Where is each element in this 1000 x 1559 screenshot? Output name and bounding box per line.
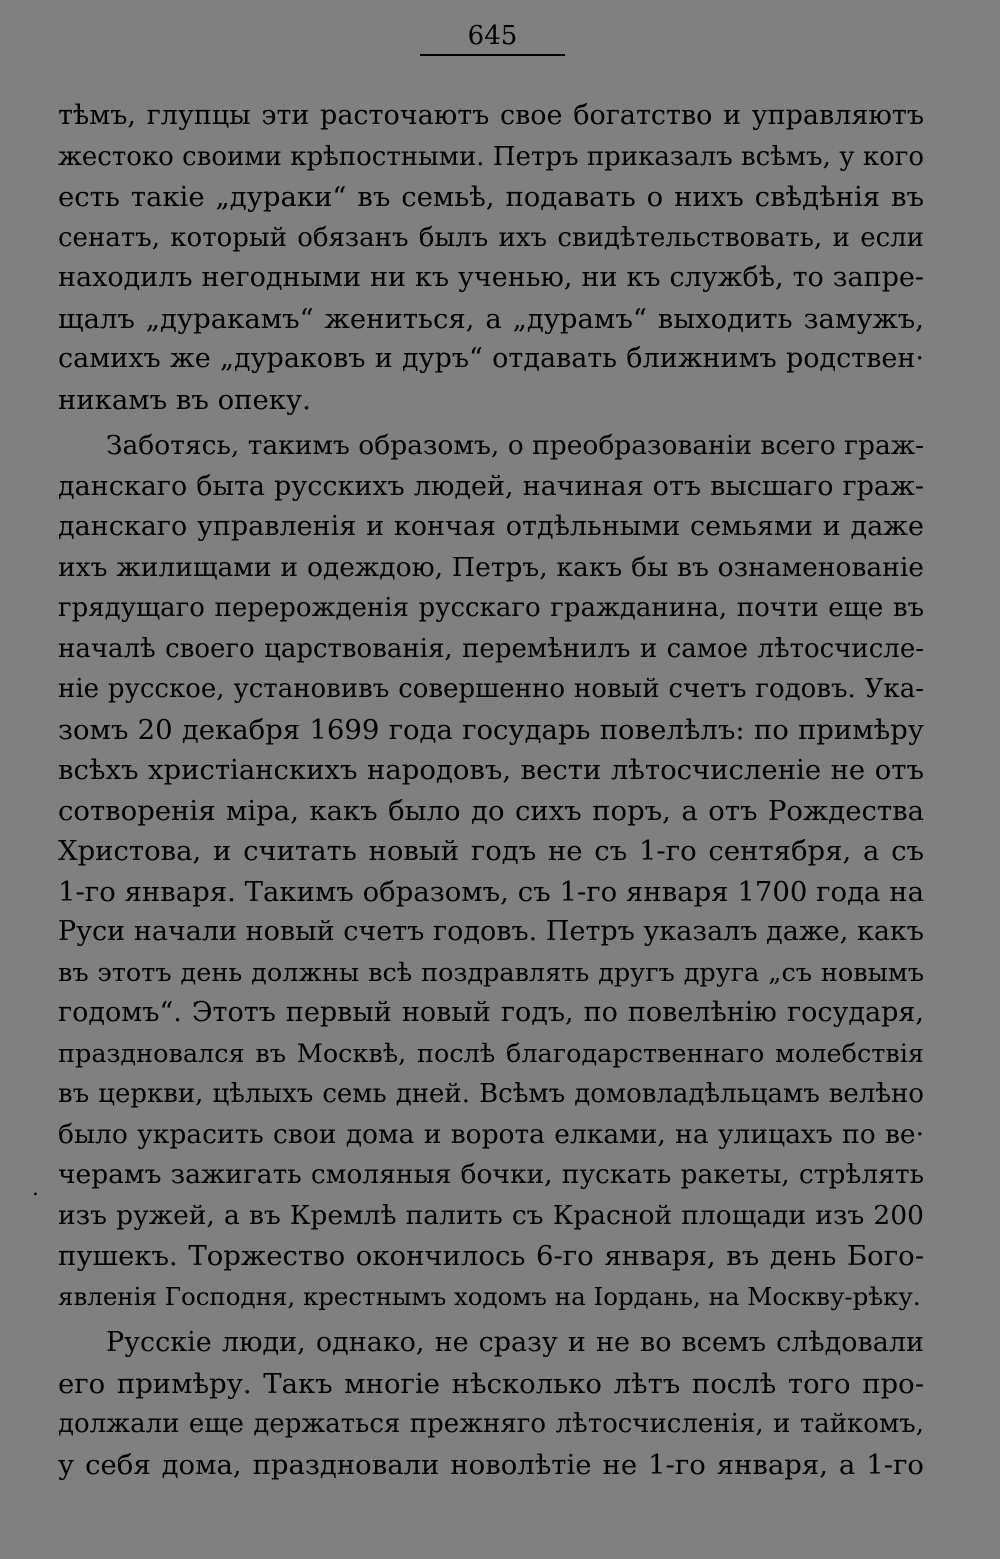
text-line: въ церкви, цѣлыхъ семь дней. Всѣмъ домовладѣльцамъ велѣно [58, 1079, 924, 1109]
paragraph [58, 426, 924, 1317]
text-line: его примѣру. Такъ многіе нѣсколько лѣтъ послѣ того про- [58, 1367, 924, 1400]
text-line: данскаго быта русскихъ людей, начиная отъ высшаго граж- [58, 470, 924, 502]
text-line: Христова, и считать новый годъ не съ 1-го сентября, а съ [58, 835, 924, 867]
text-line: тѣмъ, глупцы эти расточаютъ свое богатство и управляютъ [58, 100, 924, 131]
text-line: у себя дома, праздновали новолѣтіе не 1-го января, а 1-го [58, 1448, 924, 1481]
text-line: ихъ жилищами и одеждою, Петръ, какъ бы въ ознаменованіе [58, 551, 924, 583]
text-line: данскаго управленія и кончая отдѣльными семьями и даже [58, 511, 924, 542]
text-line: самихъ же „дураковъ и дуръ“ отдавать ближнимъ родствен· [58, 343, 924, 374]
text-line: грядущаго перерожденія русскаго гражданина, почти еще въ [58, 593, 924, 623]
paragraph [58, 96, 924, 420]
text-line: никамъ въ опеку. [58, 383, 311, 416]
text-line: пушекъ. Торжество окончилось 6-го января, въ день Бого- [58, 1240, 924, 1272]
text-line: въ этотъ день должны всѣ поздравлять другъ друга „съ новымъ [58, 957, 924, 988]
text-line: зомъ 20 декабря 1699 года государь повелѣлъ: по примѣру [58, 713, 924, 746]
text-line: годомъ“. Этотъ первый новый годъ, по повелѣнію государя, [58, 997, 924, 1028]
text-body [58, 96, 924, 1485]
text-line: явленія Господня, крестнымъ ходомъ на Іордань, на Москву-рѣку. [58, 1281, 921, 1311]
text-line: всѣхъ христіанскихъ народовъ, вести лѣтосчисленіе не отъ [58, 754, 924, 786]
text-line: ніе русское, установивъ совершенно новый счетъ годовъ. Ука- [58, 674, 924, 704]
text-line: должали еще держаться прежняго лѣтосчисленія, и тайкомъ, [58, 1409, 924, 1439]
text-line: началѣ своего царствованія, перемѣнилъ и самое лѣтосчисле- [58, 633, 924, 664]
text-line: Руси начали новый счетъ годовъ. Петръ указалъ даже, какъ [58, 916, 924, 947]
text-line: есть такіе „дураки“ въ семьѣ, подавать о нихъ свѣдѣнія въ [58, 181, 924, 213]
text-line: было украсить свои дома и ворота елками, на улицахъ по ве· [58, 1118, 924, 1150]
page-number: 645 [420, 20, 565, 56]
text-line: праздновался въ Москвѣ, послѣ благодарственнаго молебствія [58, 1038, 924, 1069]
text-line: находилъ негодными ни къ ученью, ни къ службѣ, то запре- [58, 262, 924, 293]
text-line: щалъ „дуракамъ“ жениться, а „дурамъ“ выходить замужъ, [58, 302, 924, 335]
text-line: сотворенія міра, какъ было до сихъ поръ, а отъ Рождества [58, 794, 924, 827]
paragraph [58, 1323, 924, 1485]
text-line: Русскіе люди, однако, не сразу и не во всемъ слѣдовали [106, 1327, 924, 1358]
text-line: жестоко своими крѣпостными. Петръ приказалъ всѣмъ, у кого [58, 141, 924, 172]
text-line: Заботясь, такимъ образомъ, о преобразованіи всего граж- [106, 430, 924, 461]
margin-mark: . [32, 1176, 39, 1201]
text-line: 1-го января. Такимъ образомъ, съ 1-го января 1700 года на [58, 875, 924, 908]
text-line: изъ ружей, а въ Кремлѣ палить съ Красной площади изъ 200 [58, 1199, 924, 1231]
text-line: сенатъ, который обязанъ былъ ихъ свидѣтельствовать, и если [58, 222, 924, 253]
text-line: черамъ зажигать смоляныя бочки, пускать ракеты, стрѣлять [58, 1159, 924, 1190]
